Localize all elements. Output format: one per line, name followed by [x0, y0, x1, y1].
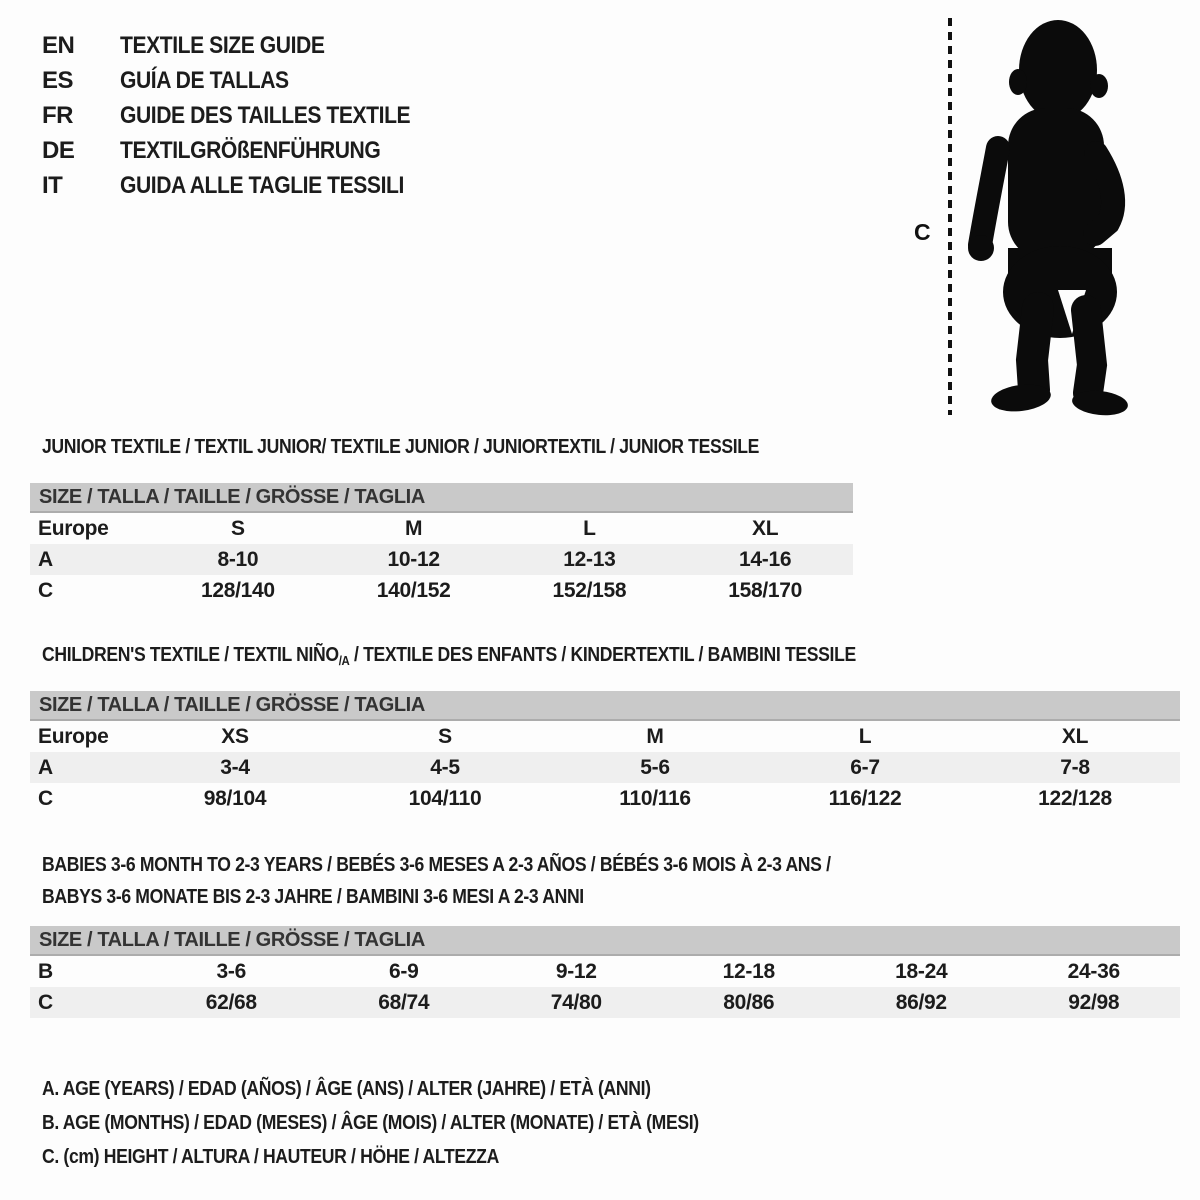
row-label: Europe — [38, 724, 109, 748]
row-label: A — [38, 755, 53, 779]
table-row — [30, 721, 1180, 752]
size-cell: 92/98 — [1068, 990, 1120, 1014]
size-cell: 86/92 — [895, 990, 947, 1014]
children-section-title — [42, 644, 856, 668]
junior-section-title: JUNIOR TEXTILE / TEXTIL JUNIOR/ TEXTILE JUNIOR / JUNIORTEXTIL / JUNIOR TESSILE — [42, 436, 760, 458]
table-row — [30, 513, 853, 544]
babies-title-line1: BABIES 3-6 MONTH TO 2-3 YEARS / BEBÉS 3-6 MESES A 2-3 AÑOS / BÉBÉS 3-6 MOIS À 2-3 ANS / — [42, 854, 831, 876]
table-row — [30, 783, 1180, 814]
babies-title-line2: BABYS 3-6 MONATE BIS 2-3 JAHRE / BAMBINI 3-6 MESI A 2-3 ANNI — [42, 886, 584, 908]
size-cell: 10-12 — [387, 547, 440, 571]
children-title-pre: CHILDREN'S TEXTILE / TEXTIL NIÑO — [42, 644, 339, 666]
footnotes — [42, 1072, 699, 1174]
size-cell: 6-7 — [850, 755, 880, 779]
size-cell: 7-8 — [1060, 755, 1090, 779]
table-row — [30, 987, 1180, 1018]
lang-row-en — [42, 28, 450, 63]
size-cell: 12-18 — [722, 959, 775, 983]
size-cell: 110/116 — [619, 786, 691, 810]
babies-section-title — [42, 849, 831, 913]
table-row — [30, 956, 1180, 987]
lang-title: GUIDA ALLE TAGLIE TESSILI — [120, 171, 404, 199]
size-cell: 24-36 — [1067, 959, 1120, 983]
row-label: C — [38, 578, 53, 602]
size-cell: 158/170 — [728, 578, 803, 602]
junior-size-table — [30, 483, 853, 606]
lang-code: DE — [42, 136, 75, 164]
size-cell: 3-6 — [216, 959, 246, 983]
size-cell: S — [231, 516, 245, 540]
size-cell: 116/122 — [828, 786, 902, 810]
size-cell: 122/128 — [1038, 786, 1112, 810]
row-label: A — [38, 547, 53, 571]
size-cell: 74/80 — [550, 990, 602, 1014]
size-cell: 152/158 — [552, 578, 627, 602]
lang-code: FR — [42, 101, 73, 129]
toddler-silhouette — [968, 20, 1129, 418]
size-header-bar: SIZE / TALLA / TAILLE / GRÖSSE / TAGLIA — [30, 691, 1180, 721]
lang-code: EN — [42, 31, 75, 59]
lang-row-it — [42, 168, 450, 203]
lang-title: GUIDE DES TAILLES TEXTILE — [120, 101, 411, 129]
row-label: Europe — [38, 516, 109, 540]
size-cell: S — [438, 724, 452, 748]
row-label: C — [38, 990, 53, 1014]
size-cell: M — [646, 724, 664, 748]
row-label: C — [38, 786, 53, 810]
size-cell: L — [858, 724, 872, 748]
lang-title: TEXTILE SIZE GUIDE — [120, 31, 325, 59]
size-cell: 14-16 — [739, 547, 792, 571]
children-title-post: / TEXTILE DES ENFANTS / KINDERTEXTIL / BAMBINI TESSILE — [349, 644, 856, 666]
lang-title: TEXTILGRÖßENFÜHRUNG — [120, 136, 381, 164]
size-cell: 4-5 — [430, 755, 460, 779]
lang-row-es — [42, 63, 450, 98]
toddler-silhouette-icon — [900, 10, 1150, 425]
footnote-height-cm: C. (cm) HEIGHT / ALTURA / HAUTEUR / HÖHE / ALTEZZA — [42, 1146, 499, 1168]
children-size-table — [30, 691, 1180, 814]
size-cell: XS — [221, 724, 249, 748]
size-cell: 5-6 — [640, 755, 670, 779]
size-cell: 62/68 — [205, 990, 257, 1014]
lang-title: GUÍA DE TALLAS — [120, 66, 289, 94]
size-cell: 3-4 — [220, 755, 250, 779]
size-cell: 8-10 — [217, 547, 259, 571]
height-measure-figure — [900, 10, 1150, 425]
lang-row-de — [42, 133, 450, 168]
size-cell: 140/152 — [376, 578, 451, 602]
babies-size-table — [30, 926, 1180, 1018]
children-title-sub: /A — [338, 653, 350, 668]
size-cell: 12-13 — [563, 547, 616, 571]
lang-code: IT — [42, 171, 63, 199]
row-label: B — [38, 959, 53, 983]
size-cell: M — [405, 516, 423, 540]
footnote-age-months: B. AGE (MONTHS) / EDAD (MESES) / ÂGE (MOIS) / ALTER (MONATE) / ETÀ (MESI) — [42, 1112, 699, 1134]
size-cell: L — [583, 516, 596, 540]
lang-code: ES — [42, 66, 74, 94]
size-cell: XL — [752, 516, 779, 540]
size-cell: 9-12 — [555, 959, 597, 983]
table-row — [30, 544, 853, 575]
lang-row-fr — [42, 98, 450, 133]
size-cell: XL — [1061, 724, 1089, 748]
size-header-bar: SIZE / TALLA / TAILLE / GRÖSSE / TAGLIA — [30, 483, 853, 513]
table-row — [30, 752, 1180, 783]
table-row — [30, 575, 853, 606]
language-header — [42, 28, 450, 203]
size-cell: 128/140 — [200, 578, 275, 602]
size-cell: 98/104 — [203, 786, 267, 810]
size-cell: 6-9 — [389, 959, 419, 983]
size-cell: 104/110 — [408, 786, 482, 810]
size-cell: 68/74 — [378, 990, 430, 1014]
size-header-bar: SIZE / TALLA / TAILLE / GRÖSSE / TAGLIA — [30, 926, 1180, 956]
size-cell: 18-24 — [895, 959, 948, 983]
size-cell: 80/86 — [723, 990, 775, 1014]
footnote-age-years: A. AGE (YEARS) / EDAD (AÑOS) / ÂGE (ANS) / ALTER (JAHRE) / ETÀ (ANNI) — [42, 1078, 651, 1100]
height-label: C — [914, 219, 931, 245]
